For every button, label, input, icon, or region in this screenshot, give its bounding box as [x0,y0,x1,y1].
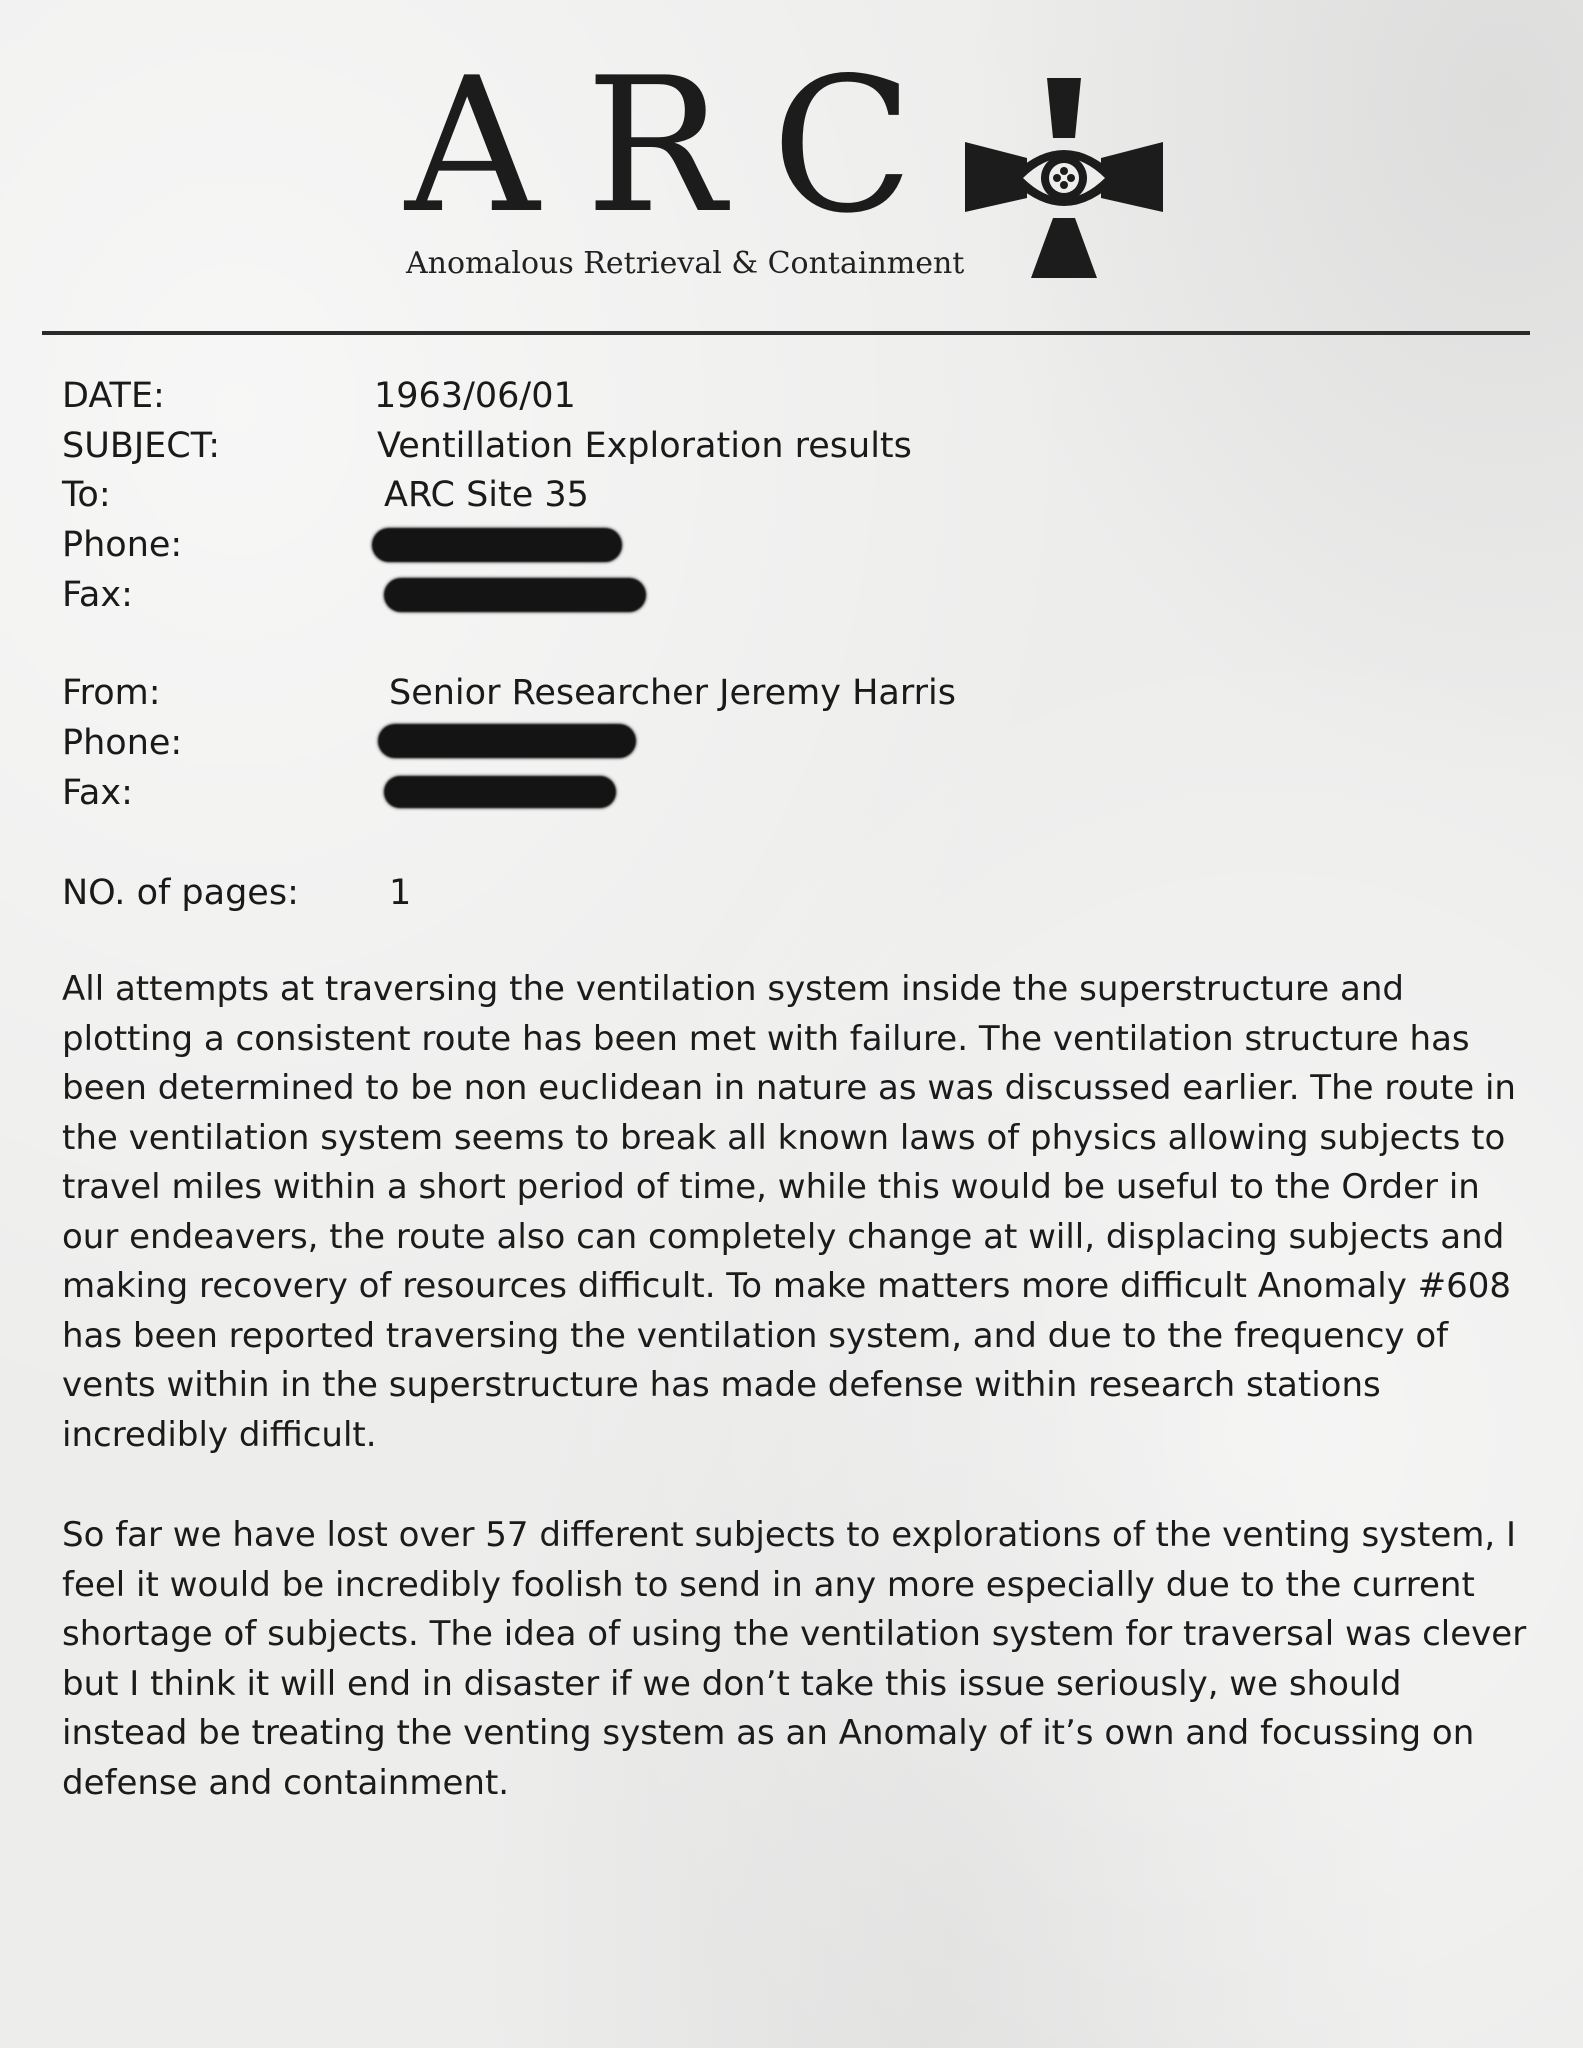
redaction-bar [372,528,622,562]
logo-subtitle: Anomalous Retrieval & Containment [406,246,965,281]
date-value: 1963/06/01 [374,376,576,416]
eye-cross-emblem-icon [965,78,1163,278]
to-row [62,470,1502,520]
to-phone-label: Phone: [62,525,183,565]
date-label: DATE: [62,376,165,416]
redaction-bar [384,776,616,808]
body-paragraph-2: So far we have lost over 57 different subjects to explorations of the venting system, I feel it would be incredibly foolish to send in any more especially due to the current shortage of subjects. The idea of using the ventilation system for traversal was clever but I think it will end in disaster if we don’t take this issue seriously, we should instead be treating the venting system as an Anomaly of it’s own and focussing on defense and containment. [62,1515,1527,1803]
body-paragraph-1: All attempts at traversing the ventilation system inside the superstructure and plotting a consistent route has been met with failure. The ventilation structure has been determined to be non euclidean in nature as was discussed earlier. The route in the ventilation system seems to break all known laws of physics allowing subjects to travel miles within a short period of time, while this would be useful to the Order in our endeavers, the route also can completely change at will, displacing subjects and making recovery of resources difficult. To make matters more difficult Anomaly #608 has been reported traversing the ventilation system, and due to the frequency of vents within in the superstructure has made defense within research stations incredibly difficult. [62,969,1516,1455]
to-value: ARC Site 35 [384,475,589,515]
header-divider [42,331,1530,335]
subject-label: SUBJECT: [62,426,221,466]
from-label: From: [62,673,161,713]
logo-wordmark: ARC [405,37,960,254]
date-row [62,371,1502,421]
pages-label: NO. of pages: [62,873,299,913]
to-phone-row [62,520,1502,570]
to-fax-label: Fax: [62,575,133,615]
from-row [62,668,1502,718]
redaction-bar [384,578,646,612]
redaction-bar [378,724,636,758]
from-value: Senior Researcher Jeremy Harris [389,673,957,713]
to-label: To: [62,475,111,515]
from-fax-label: Fax: [62,773,133,813]
from-phone-label: Phone: [62,723,183,763]
subject-row [62,421,1502,471]
from-fax-row [62,768,1502,818]
from-phone-row [62,718,1502,768]
pages-row [62,868,1502,918]
pages-value: 1 [389,873,412,913]
to-fax-row [62,570,1502,620]
subject-value: Ventillation Exploration results [377,426,912,466]
